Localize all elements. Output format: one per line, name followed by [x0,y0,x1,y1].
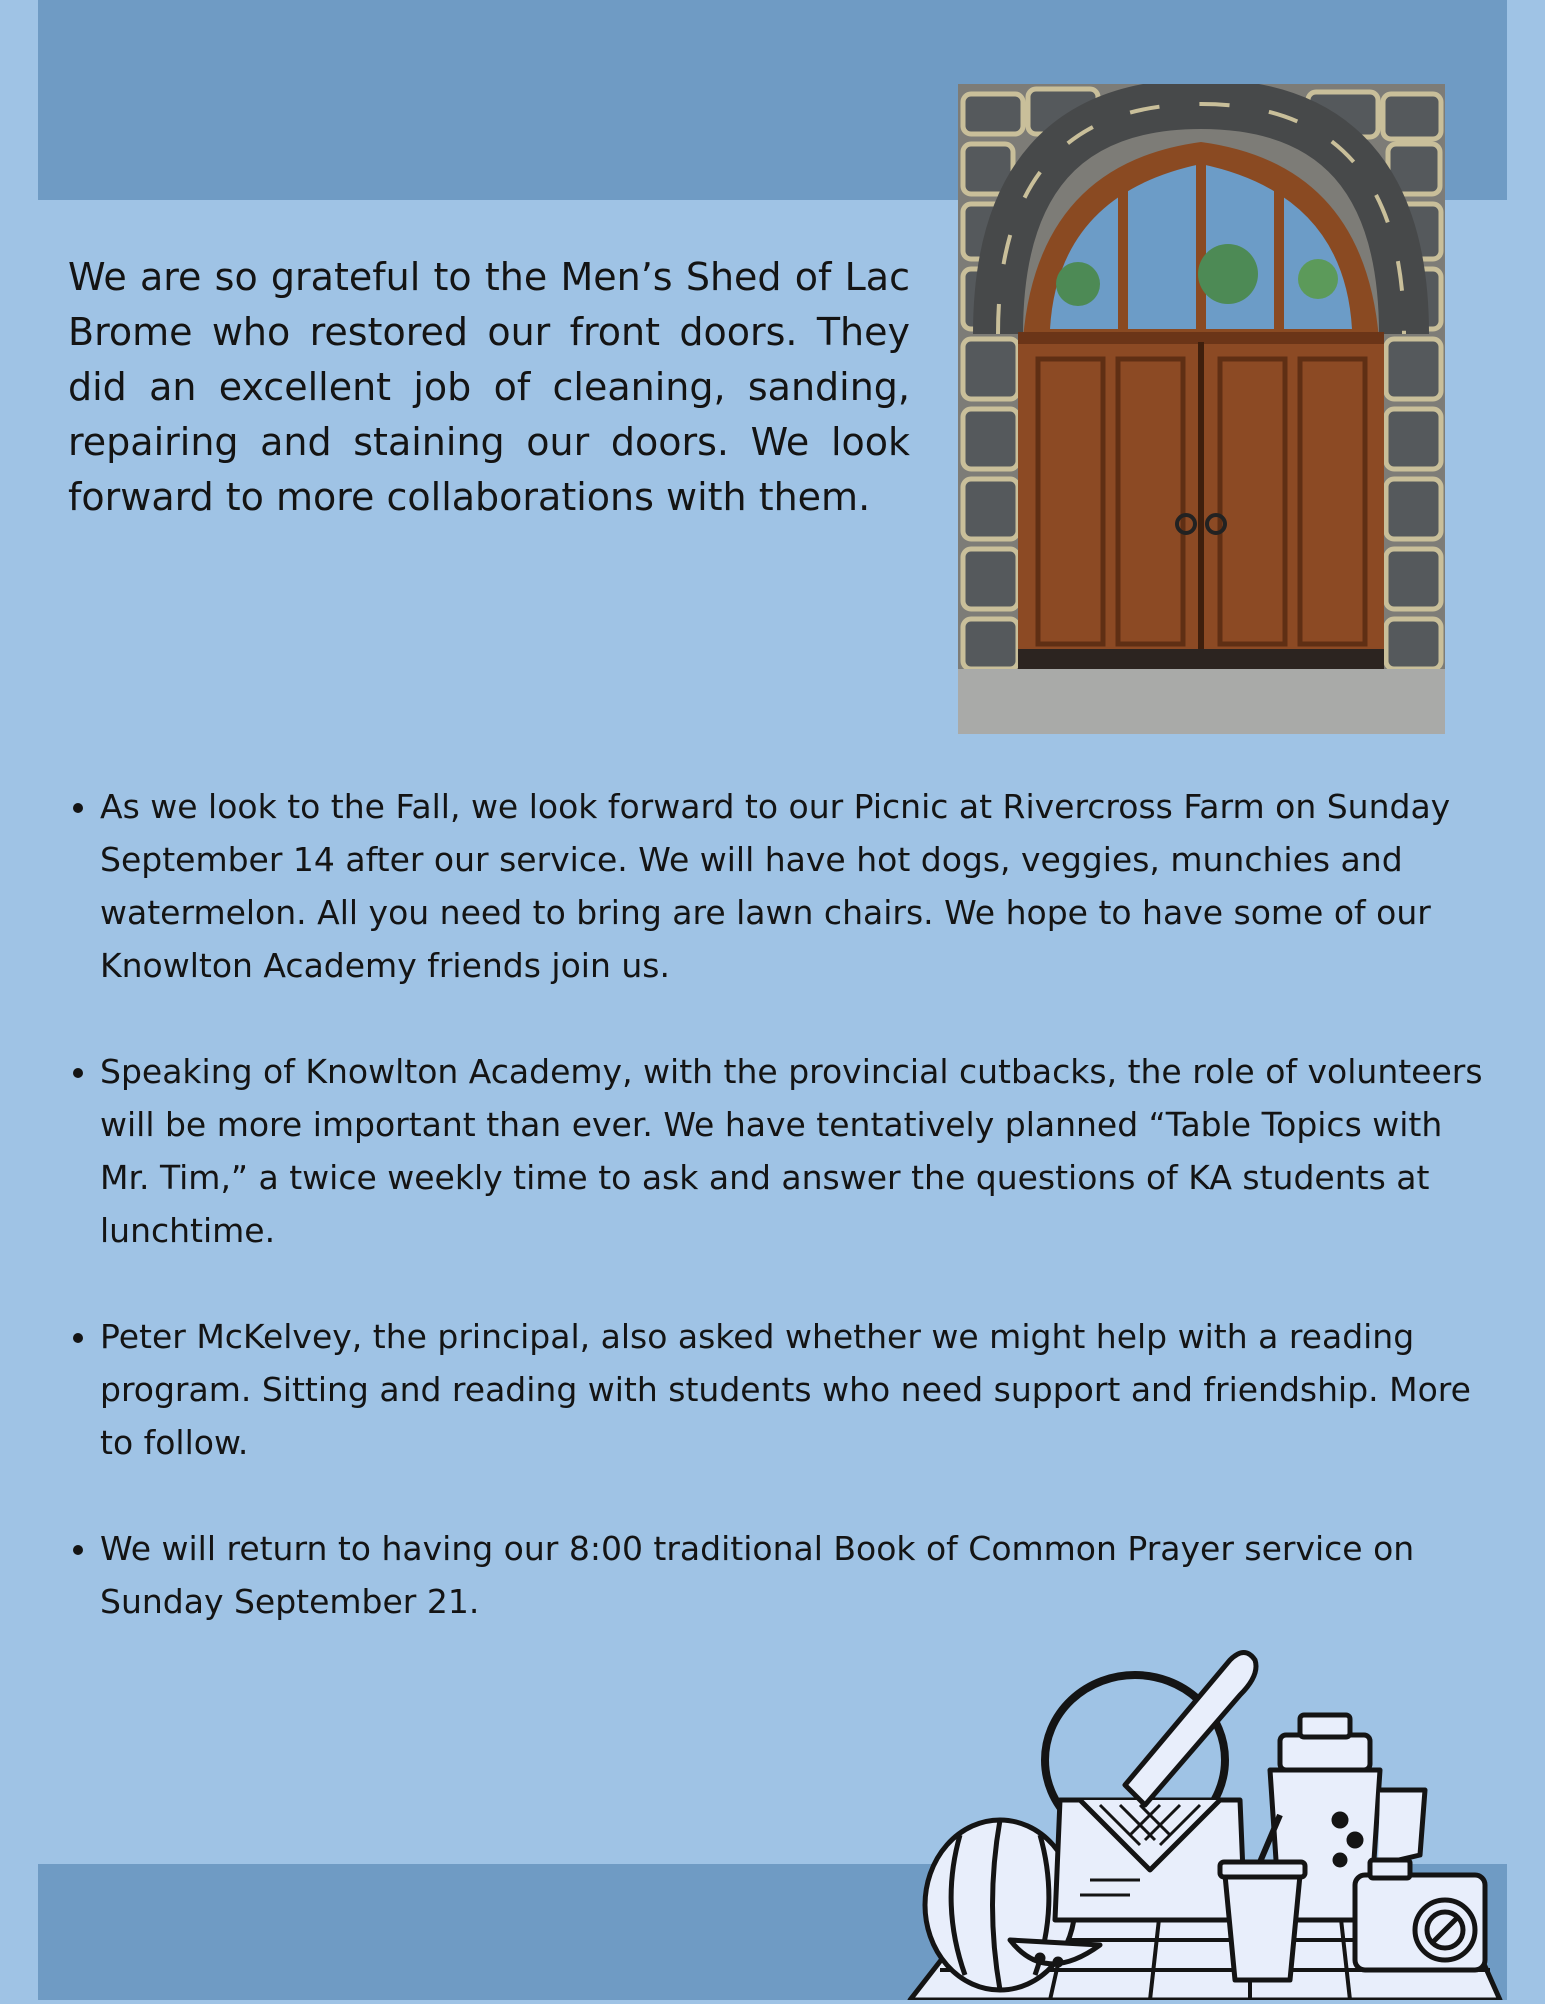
church-door-photo [958,84,1445,734]
announcement-list [60,780,1500,1681]
list-item: • We will return to having our 8:00 traditional Book of Common Prayer service on Sunday September 21. [100,1522,1500,1628]
list-item: • Peter McKelvey, the principal, also asked whether we might help with a reading program. Sitting and reading with students who need support and friendship. More to follow. [100,1310,1500,1469]
intro-paragraph: We are so grateful to the Men’s Shed of Lac Brome who restored our front doors. They did an excellent job of cleaning, sanding, repairing and staining our doors. We look forward to more collaborations with them. [68,255,910,519]
list-item: • As we look to the Fall, we look forward to our Picnic at Rivercross Farm on Sunday September 14 after our service. We will have hot dogs, veggies, munchies and watermelon. All you need to bring are lawn chairs. We hope to have some of our Knowlton Academy friends join us. [100,780,1500,992]
picnic-illustration [900,1640,1510,2000]
list-item: • Speaking of Knowlton Academy, with the provincial cutbacks, the role of volunteers will be more important than ever. We have tentatively planned “Table Topics with Mr. Tim,” a twice weekly time to ask and answer the questions of KA students at lunchtime. [100,1045,1500,1257]
